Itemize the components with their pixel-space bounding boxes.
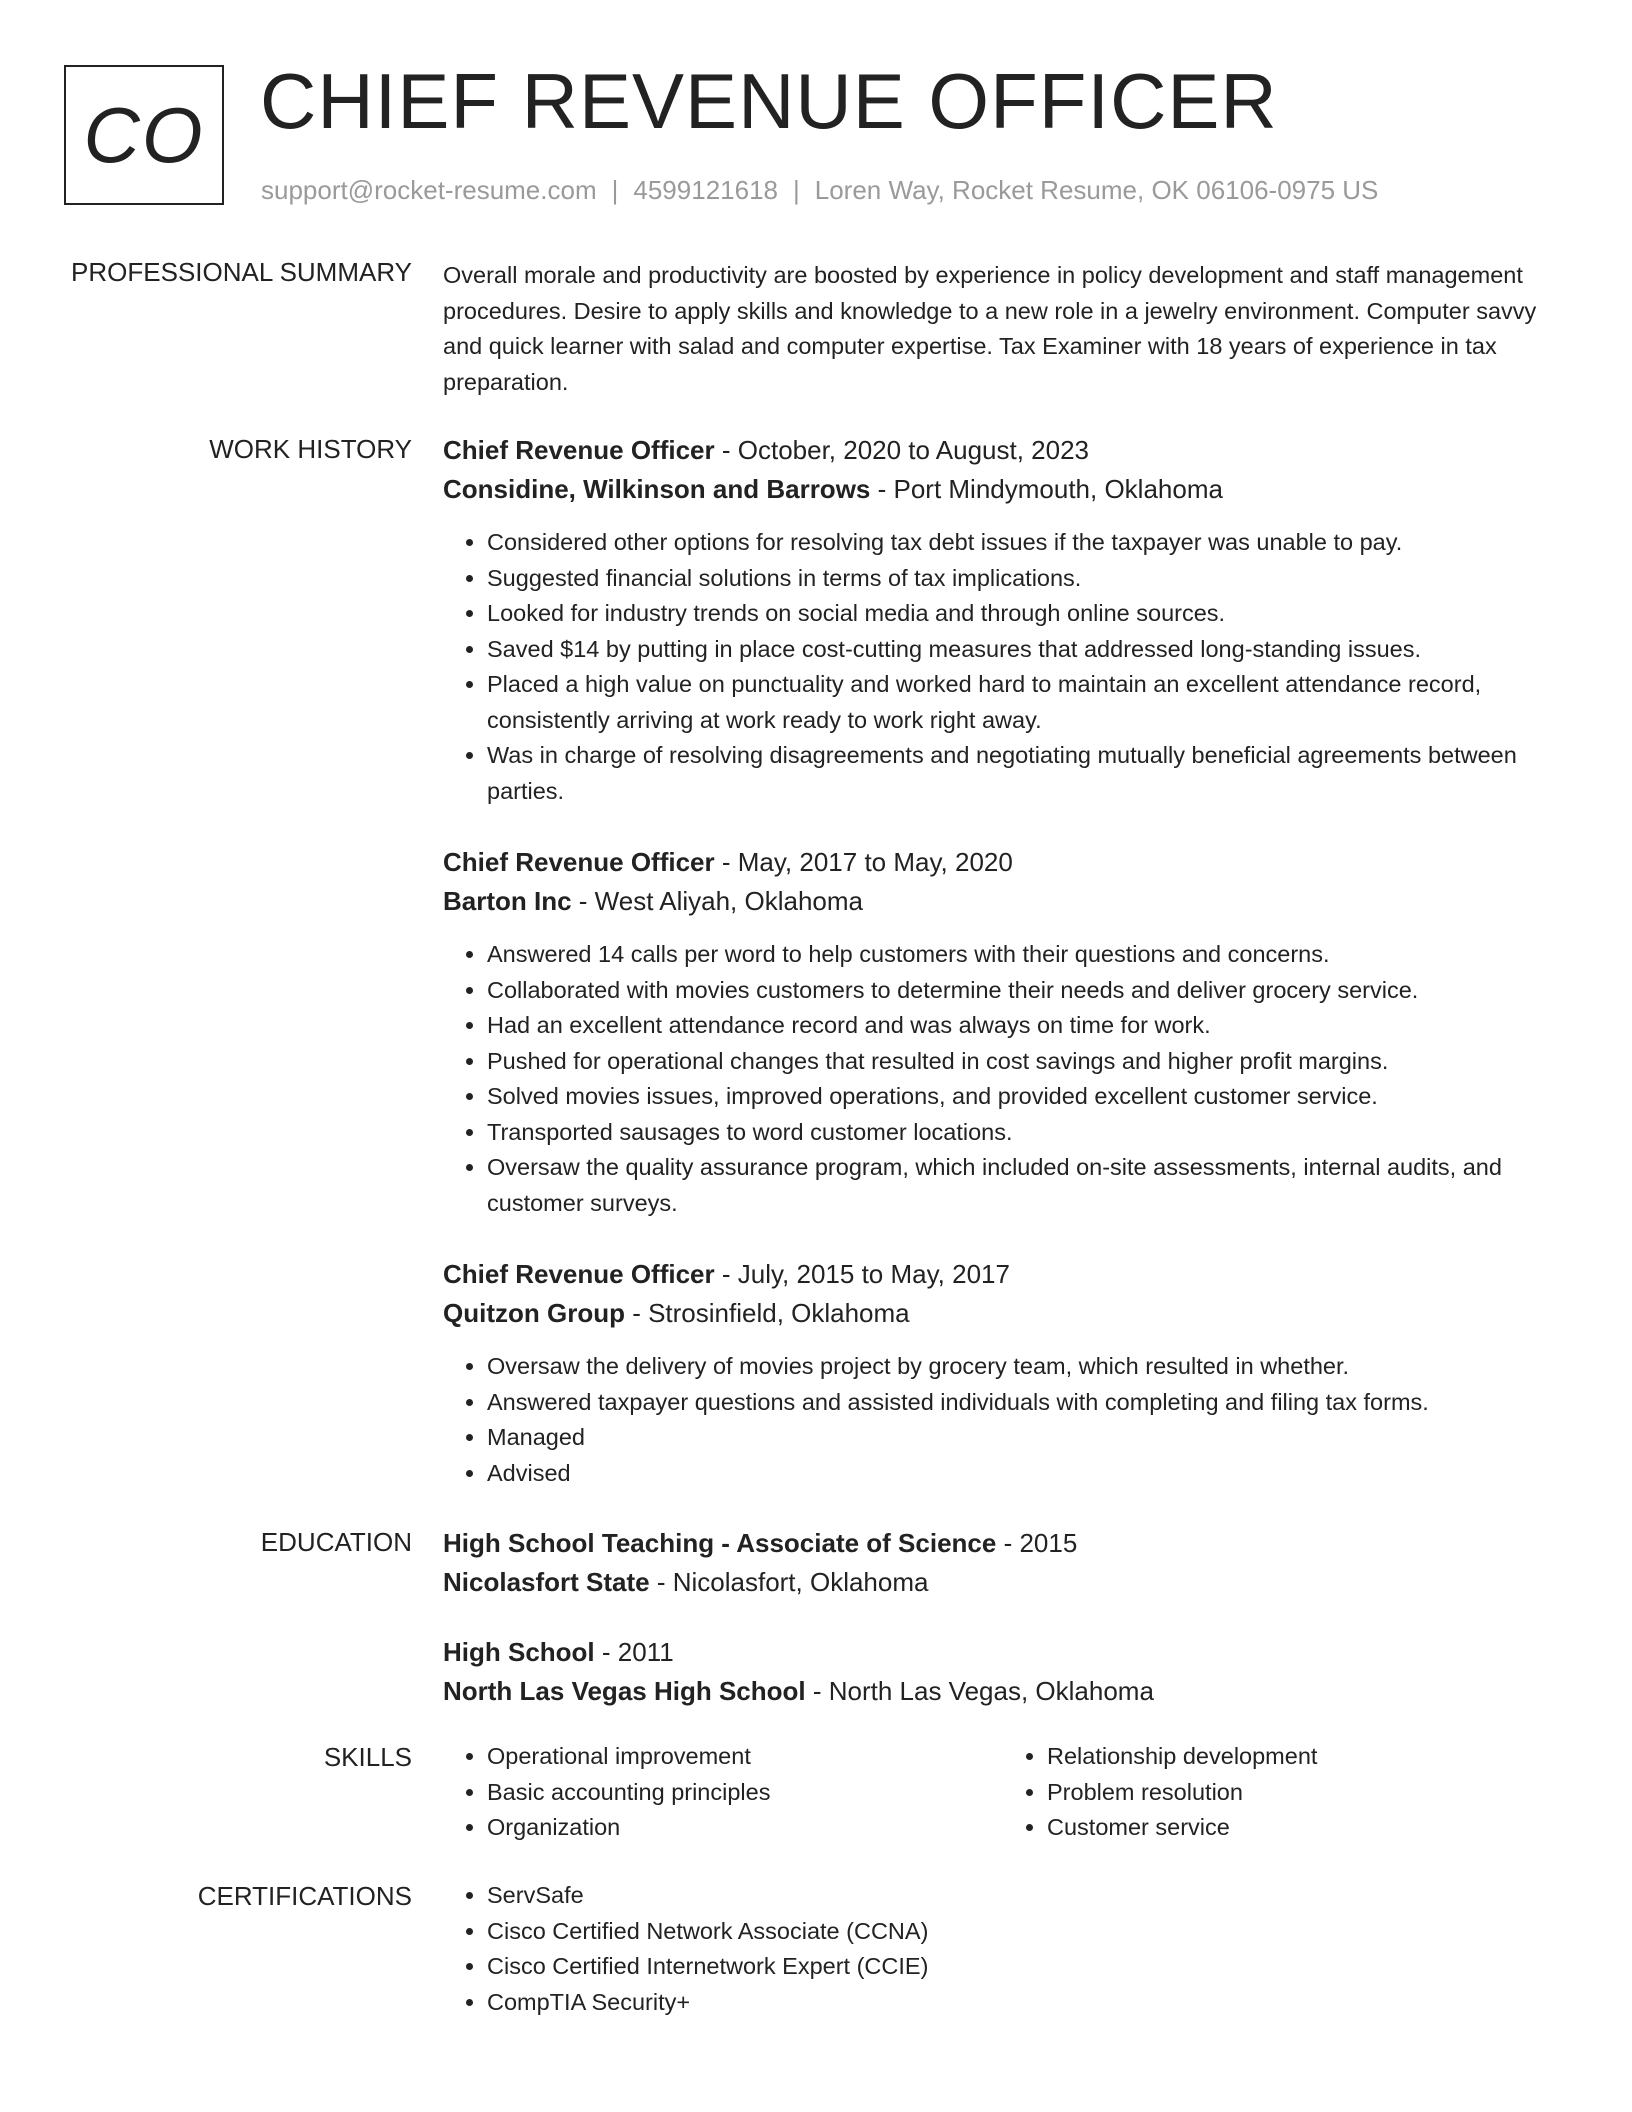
monogram-logo <box>64 65 224 205</box>
job-bullet: • Pushed for operational changes that resulted in cost savings and higher profit margins. <box>487 1044 1563 1080</box>
education-year: - 2011 <box>594 1637 674 1667</box>
monogram-initials: CO <box>83 90 205 179</box>
education-school: North Las Vegas High School <box>443 1676 806 1706</box>
section-label-certifications: CERTIFICATIONS <box>197 1881 412 1911</box>
education-school-line <box>443 1672 1563 1711</box>
job-bullet: • Answered taxpayer questions and assisted individuals with completing and filing tax forms. <box>487 1385 1563 1421</box>
contact-phone: 4599121618 <box>633 175 778 205</box>
job-dates: - October, 2020 to August, 2023 <box>714 435 1090 465</box>
education-entry <box>443 1633 1563 1711</box>
job-bullets <box>443 937 1563 1221</box>
education-degree: High School Teaching - Associate of Science <box>443 1528 997 1558</box>
job-dates: - May, 2017 to May, 2020 <box>714 847 1013 877</box>
job-company-line <box>443 882 1563 921</box>
contact-email: support@rocket-resume.com <box>261 175 597 205</box>
certifications-list <box>443 1878 1563 2020</box>
section-label-education: EDUCATION <box>260 1527 412 1557</box>
job-bullet: • Was in charge of resolving disagreements and negotiating mutually beneficial agreements between parties. <box>487 738 1563 809</box>
skills-list <box>443 1739 1563 1846</box>
job-bullet: • Suggested financial solutions in terms of tax implications. <box>487 561 1563 597</box>
certification-item: • Cisco Certified Internetwork Expert (CCIE) <box>487 1949 1563 1985</box>
job-title: Chief Revenue Officer <box>443 847 715 877</box>
education-degree: High School <box>443 1637 595 1667</box>
job-bullet: • Looked for industry trends on social media and through online sources. <box>487 596 1563 632</box>
job-bullet: • Considered other options for resolving tax debt issues if the taxpayer was unable to pay. <box>487 525 1563 561</box>
job-title-line <box>443 843 1563 882</box>
summary-text: Overall morale and productivity are boosted by experience in policy development and staff management procedures. Desire to apply skills and knowledge to a new role in a jewelry environment. Computer savvy and quick learner with salad and computer expertise. Tax Examiner with 18 years of experience in tax preparation. <box>443 262 1537 395</box>
skill-item: • Problem resolution <box>1047 1775 1563 1811</box>
job-bullet: • Solved movies issues, improved operations, and provided excellent customer service. <box>487 1079 1563 1115</box>
job-company: Barton Inc <box>443 886 572 916</box>
job-location: - West Aliyah, Oklahoma <box>571 886 863 916</box>
job-bullet: • Oversaw the delivery of movies project by grocery team, which resulted in whether. <box>487 1349 1563 1385</box>
job-bullet: • Oversaw the quality assurance program, which included on-site assessments, internal audits, and customer surveys. <box>487 1150 1563 1221</box>
contact-separator: | <box>793 175 800 205</box>
skill-item: • Operational improvement <box>487 1739 1003 1775</box>
job-entry <box>443 1255 1563 1491</box>
resume-title: CHIEF REVENUE OFFICER <box>260 57 1278 145</box>
skills-column-left <box>443 1739 1003 1846</box>
job-title-line <box>443 431 1563 470</box>
skill-item: • Organization <box>487 1810 1003 1846</box>
education-location: - Nicolasfort, Oklahoma <box>649 1567 929 1597</box>
job-location: - Port Mindymouth, Oklahoma <box>870 474 1223 504</box>
contact-line <box>261 175 1378 206</box>
job-bullets <box>443 1349 1563 1491</box>
job-bullet: • Placed a high value on punctuality and worked hard to maintain an excellent attendance record, consistently arriving at work ready to work right away. <box>487 667 1563 738</box>
job-bullet: • Saved $14 by putting in place cost-cutting measures that addressed long-standing issues. <box>487 632 1563 668</box>
job-company: Quitzon Group <box>443 1298 625 1328</box>
job-location: - Strosinfield, Oklahoma <box>624 1298 910 1328</box>
job-bullets <box>443 525 1563 809</box>
job-company-line <box>443 1294 1563 1333</box>
section-label-summary: PROFESSIONAL SUMMARY <box>71 257 412 287</box>
job-title: Chief Revenue Officer <box>443 435 715 465</box>
job-bullet: • Managed <box>487 1420 1563 1456</box>
section-label-work-history: WORK HISTORY <box>209 434 412 464</box>
education-degree-line <box>443 1524 1563 1563</box>
contact-separator: | <box>611 175 619 205</box>
job-bullet: • Answered 14 calls per word to help customers with their questions and concerns. <box>487 937 1563 973</box>
skill-item: • Customer service <box>1047 1810 1563 1846</box>
education-year: - 2015 <box>996 1528 1078 1558</box>
skill-item: • Relationship development <box>1047 1739 1563 1775</box>
job-company-line <box>443 470 1563 509</box>
job-title-line <box>443 1255 1563 1294</box>
certifications-bullets <box>443 1878 1563 2020</box>
education-degree-line <box>443 1633 1563 1672</box>
job-dates: - July, 2015 to May, 2017 <box>714 1259 1010 1289</box>
certification-item: • CompTIA Security+ <box>487 1985 1563 2021</box>
certification-item: • ServSafe <box>487 1878 1563 1914</box>
job-company: Considine, Wilkinson and Barrows <box>443 474 871 504</box>
job-bullet: • Had an excellent attendance record and was always on time for work. <box>487 1008 1563 1044</box>
job-entry <box>443 843 1563 1221</box>
certification-item: • Cisco Certified Network Associate (CCNA) <box>487 1914 1563 1950</box>
education-school-line <box>443 1563 1563 1602</box>
education-entry <box>443 1524 1563 1602</box>
skills-column-right <box>1003 1739 1563 1846</box>
job-bullet: • Collaborated with movies customers to determine their needs and deliver grocery service. <box>487 973 1563 1009</box>
contact-address: Loren Way, Rocket Resume, OK 06106-0975 US <box>814 175 1379 205</box>
job-entry <box>443 431 1563 809</box>
job-bullet: • Transported sausages to word customer locations. <box>487 1115 1563 1151</box>
education-location: - North Las Vegas, Oklahoma <box>805 1676 1154 1706</box>
education-school: Nicolasfort State <box>443 1567 650 1597</box>
section-label-skills: SKILLS <box>323 1742 412 1772</box>
job-title: Chief Revenue Officer <box>443 1259 715 1289</box>
skill-item: • Basic accounting principles <box>487 1775 1003 1811</box>
job-bullet: • Advised <box>487 1456 1563 1492</box>
